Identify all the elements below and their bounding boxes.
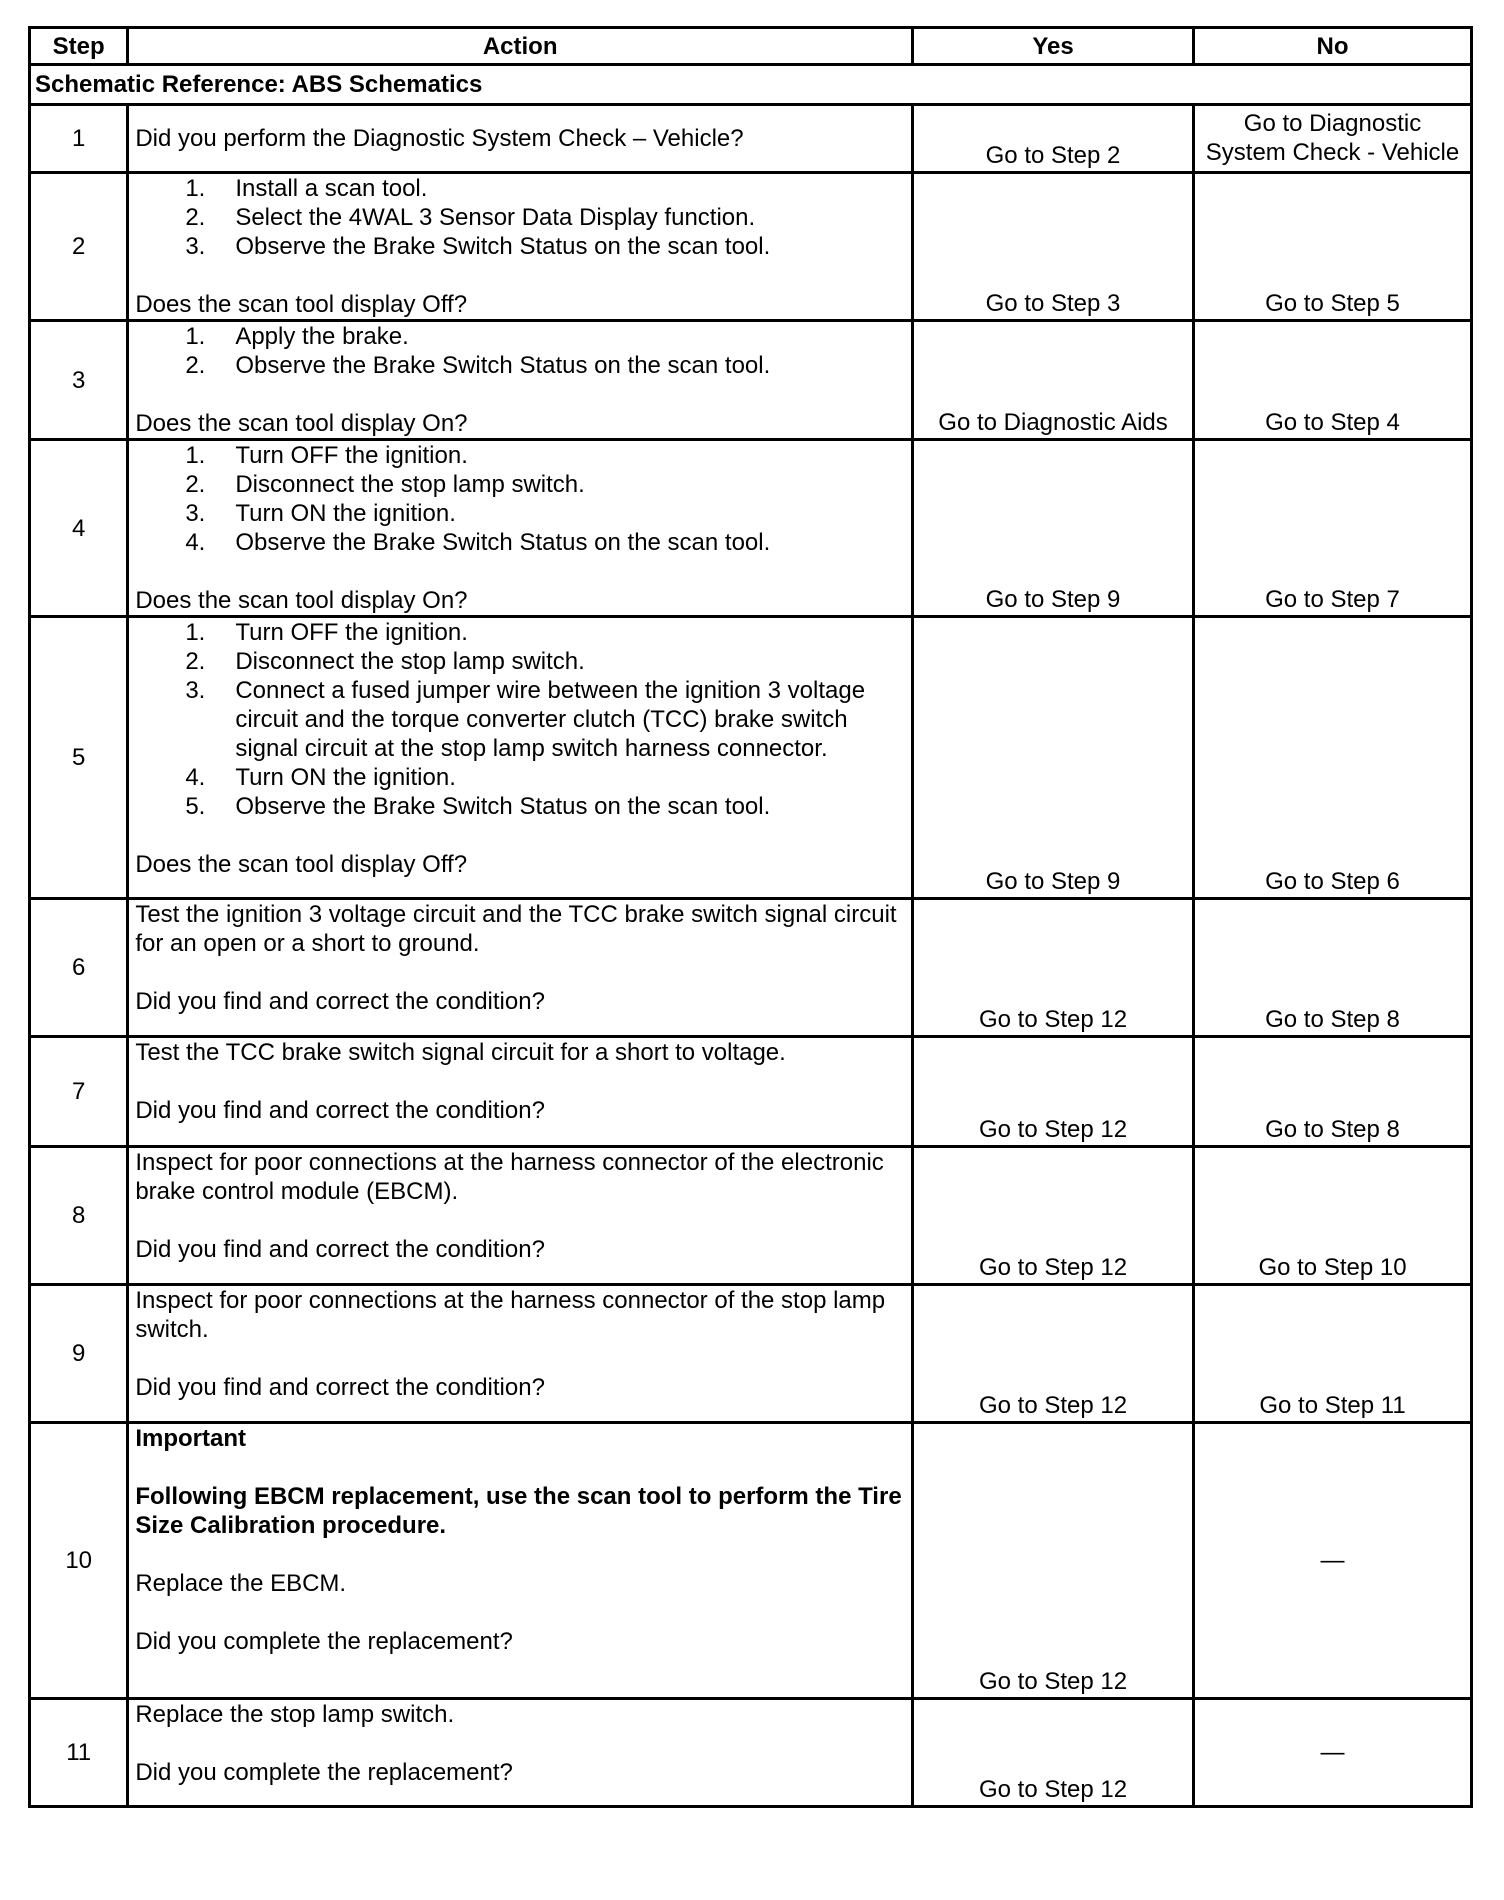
no-cell: Go to Step 5 [1194,173,1472,321]
schematic-reference: Schematic Reference: ABS Schematics [30,65,1472,105]
table-row [30,1423,1472,1699]
table-row [30,1147,1472,1285]
table-row [30,105,1472,173]
action-text: Inspect for poor connections at the harness connector of the stop lamp switch. [135,1287,886,1343]
step-number: 2 [30,173,128,321]
step-number: 10 [30,1423,128,1699]
header-no: No [1194,28,1472,65]
action-question: Does the scan tool display On? [135,587,468,614]
step-number: 5 [30,617,128,899]
schematic-reference-row [30,65,1472,105]
table-row [30,617,1472,899]
step-number: 11 [30,1699,128,1807]
no-cell: Go to Step 11 [1194,1285,1472,1423]
table-row [30,1285,1472,1423]
list-item: 2. Disconnect the stop lamp switch. [185,471,585,498]
table-row [30,1699,1472,1807]
header-step: Step [30,28,128,65]
action-question: Did you complete the replacement? [135,1628,513,1655]
action-cell [128,105,913,173]
yes-cell: Go to Step 12 [913,1423,1194,1699]
yes-cell: Go to Step 9 [913,440,1194,617]
table-row [30,1037,1472,1147]
yes-cell: Go to Step 9 [913,617,1194,899]
list-item: 2. Observe the Brake Switch Status on the scan tool. [185,352,771,379]
action-text: Replace the stop lamp switch. [135,1701,455,1728]
important-heading: Important [135,1425,246,1452]
list-item: 1. Turn OFF the ignition. [185,442,468,469]
yes-cell: Go to Step 12 [913,899,1194,1037]
action-cell [128,899,913,1037]
yes-cell: Go to Step 3 [913,173,1194,321]
action-text: Test the ignition 3 voltage circuit and the TCC brake switch signal circuit for an open or a short to ground. [135,901,897,957]
no-cell: Go to Step 8 [1194,1037,1472,1147]
no-cell: Go to Step 8 [1194,899,1472,1037]
action-text: Replace the EBCM. [135,1570,347,1597]
substep-list [135,618,905,821]
no-cell: Go to Step 10 [1194,1147,1472,1285]
action-cell [128,617,913,899]
list-item: 3. Connect a fused jumper wire between the ignition 3 voltage circuit and the torque converter clutch (TCC) brake switch signal circuit at the stop lamp switch harness connector. [185,677,866,762]
no-cell: — [1194,1423,1472,1699]
list-item: 1. Turn OFF the ignition. [185,619,468,646]
list-item: 1. Apply the brake. [185,323,409,350]
no-cell: Go to Step 4 [1194,321,1472,440]
action-cell [128,1423,913,1699]
table-row [30,173,1472,321]
action-question: Did you find and correct the condition? [135,1097,545,1124]
action-question: Does the scan tool display Off? [135,291,468,318]
action-cell [128,173,913,321]
action-question: Does the scan tool display Off? [135,851,468,878]
step-number: 8 [30,1147,128,1285]
yes-cell: Go to Step 12 [913,1037,1194,1147]
list-item: 2. Select the 4WAL 3 Sensor Data Display function. [185,204,756,231]
table-row [30,321,1472,440]
list-item: 4. Observe the Brake Switch Status on the scan tool. [185,529,771,556]
action-cell [128,321,913,440]
diagnostic-table [28,26,1473,1808]
important-note: Following EBCM replacement, use the scan tool to perform the Tire Size Calibration procedure. [135,1483,902,1539]
substep-list [135,174,905,261]
action-question: Does the scan tool display On? [135,410,468,437]
yes-cell: Go to Step 12 [913,1147,1194,1285]
no-cell [1194,105,1472,173]
list-item: 2. Disconnect the stop lamp switch. [185,648,585,675]
action-text: Test the TCC brake switch signal circuit for a short to voltage. [135,1039,786,1066]
action-cell [128,1147,913,1285]
table-row [30,440,1472,617]
header-action: Action [128,28,913,65]
yes-cell: Go to Step 2 [913,105,1194,173]
step-number: 3 [30,321,128,440]
yes-cell: Go to Step 12 [913,1699,1194,1807]
list-item: 3. Turn ON the ignition. [185,500,456,527]
no-line-2: System Check - Vehicle [1205,139,1460,166]
step-number: 6 [30,899,128,1037]
diagnostic-table-container [28,26,1473,1808]
no-cell: — [1194,1699,1472,1807]
step-number: 1 [30,105,128,173]
no-cell: Go to Step 7 [1194,440,1472,617]
substep-list [135,441,905,557]
header-row [30,28,1472,65]
step-number: 7 [30,1037,128,1147]
yes-cell: Go to Diagnostic Aids [913,321,1194,440]
action-cell [128,440,913,617]
yes-cell: Go to Step 12 [913,1285,1194,1423]
action-text: Inspect for poor connections at the harness connector of the electronic brake control module (EBCM). [135,1149,884,1205]
action-question: Did you find and correct the condition? [135,1374,545,1401]
step-number: 9 [30,1285,128,1423]
action-question: Did you find and correct the condition? [135,1236,545,1263]
no-cell: Go to Step 6 [1194,617,1472,899]
list-item: 5. Observe the Brake Switch Status on the scan tool. [185,793,771,820]
action-question: Did you complete the replacement? [135,1759,513,1786]
list-item: 3. Observe the Brake Switch Status on the scan tool. [185,233,771,260]
substep-list [135,322,905,380]
action-cell [128,1285,913,1423]
action-cell [128,1037,913,1147]
action-cell [128,1699,913,1807]
header-yes: Yes [913,28,1194,65]
no-line-1: Go to Diagnostic [1243,110,1422,137]
step-number: 4 [30,440,128,617]
action-question: Did you find and correct the condition? [135,988,545,1015]
table-row [30,899,1472,1037]
action-question: Did you perform the Diagnostic System Check – Vehicle? [135,125,744,152]
list-item: 4. Turn ON the ignition. [185,764,456,791]
list-item: 1. Install a scan tool. [185,175,428,202]
